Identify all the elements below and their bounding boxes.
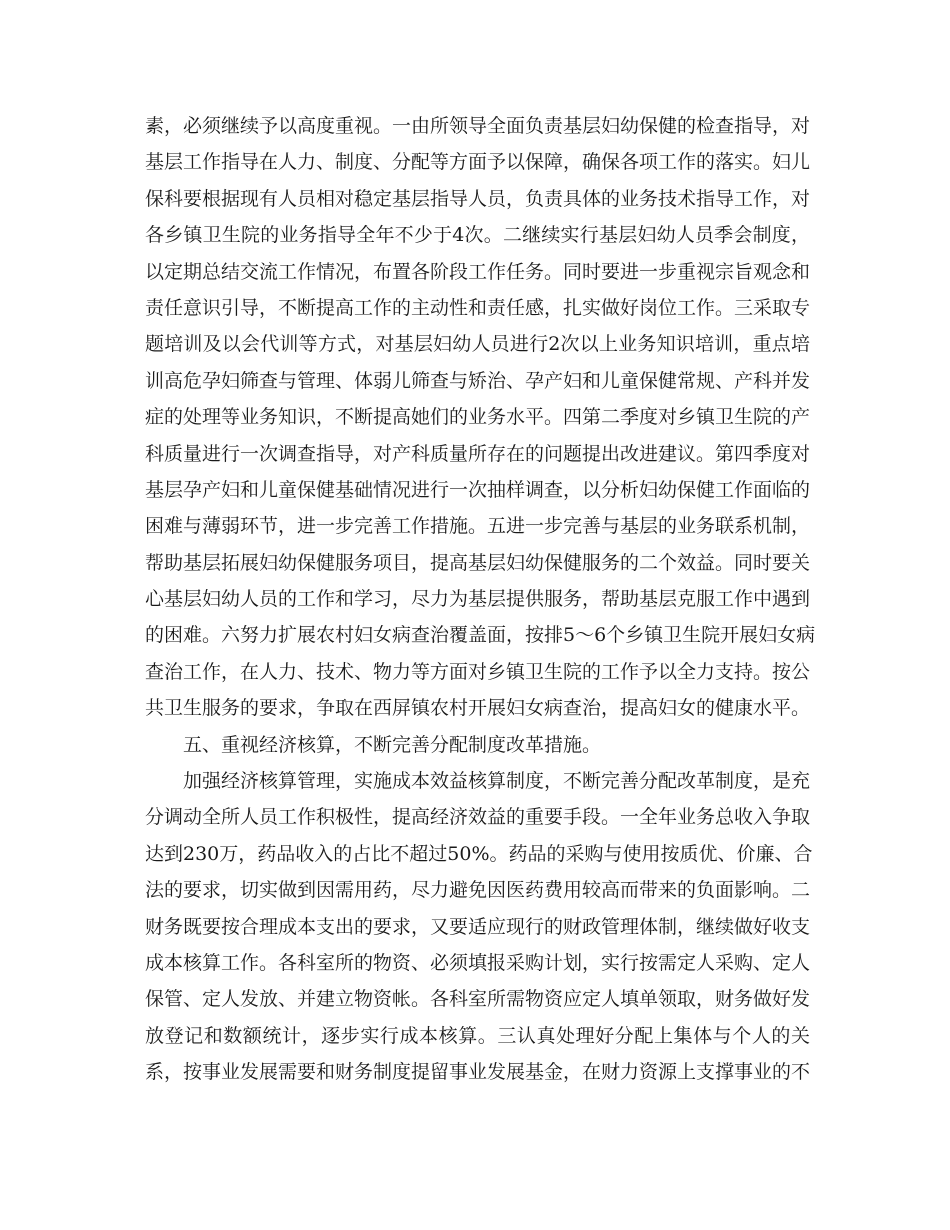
- text-line: 共卫生服务的要求，争取在西屏镇农村开展妇女病查治，提高妇女的健康水平。: [145, 697, 811, 720]
- text-line: 法的要求，切实做到因需用药，尽力避免因医药费用较高而带来的负面影响。二: [145, 879, 811, 902]
- text-line: 帮助基层拓展妇幼保健服务项目，提高基层妇幼保健服务的二个效益。同时要关: [145, 551, 811, 574]
- text-line: 心基层妇幼人员的工作和学习，尽力为基层提供服务，帮助基层克服工作中遇到: [145, 588, 811, 611]
- text-line: 财务既要按合理成本支出的要求，又要适应现行的财政管理体制，继续做好收支: [145, 915, 811, 938]
- text-line: 题培训及以会代训等方式，对基层妇幼人员进行2次以上业务知识培训，重点培: [145, 333, 810, 356]
- text-line: 各乡镇卫生院的业务指导全年不少于4次。二继续实行基层妇幼人员季会制度，: [145, 224, 810, 247]
- text-line: 的困难。六努力扩展农村妇女病查治覆盖面，按排5～6个乡镇卫生院开展妇女病: [145, 624, 816, 647]
- text-line: 查治工作，在人力、技术、物力等方面对乡镇卫生院的工作予以全力支持。按公: [145, 660, 811, 683]
- text-line: 五、重视经济核算，不断完善分配制度改革措施。: [183, 733, 602, 756]
- text-line: 系，按事业发展需要和财务制度提留事业发展基金，在财力资源上支撑事业的不: [145, 1061, 811, 1084]
- text-line: 加强经济核算管理，实施成本效益核算制度，不断完善分配改革制度，是充: [183, 770, 811, 793]
- text-line: 症的处理等业务知识，不断提高她们的业务水平。四第二季度对乡镇卫生院的产: [145, 406, 811, 429]
- text-line: 科质量进行一次调查指导，对产科质量所存在的问题提出改进建议。第四季度对: [145, 442, 811, 465]
- text-line: 训高危孕妇筛查与管理、体弱儿筛查与矫治、孕产妇和儿童保健常规、产科并发: [145, 369, 811, 392]
- text-line: 成本核算工作。各科室所的物资、必须填报采购计划，实行按需定人采购、定人: [145, 951, 811, 974]
- text-line: 基层工作指导在人力、制度、分配等方面予以保障，确保各项工作的落实。妇儿: [145, 151, 811, 174]
- text-line: 保管、定人发放、并建立物资帐。各科室所需物资应定人填单领取，财务做好发: [145, 988, 811, 1011]
- text-line: 分调动全所人员工作积极性，提高经济效益的重要手段。一全年业务总收入争取: [145, 806, 811, 829]
- text-line: 困难与薄弱环节，进一步完善工作措施。五进一步完善与基层的业务联系机制，: [145, 515, 811, 538]
- text-line: 保科要根据现有人员相对稳定基层指导人员，负责具体的业务技术指导工作，对: [145, 187, 811, 210]
- text-line: 素，必须继续予以高度重视。一由所领导全面负责基层妇幼保健的检查指导，对: [145, 115, 811, 137]
- body-text: [145, 108, 816, 1091]
- text-line: 基层孕产妇和儿童保健基础情况进行一次抽样调查，以分析妇幼保健工作面临的: [145, 478, 811, 501]
- text-line: 以定期总结交流工作情况，布置各阶段工作任务。同时要进一步重视宗旨观念和: [145, 260, 811, 283]
- text-line: 责任意识引导，不断提高工作的主动性和责任感，扎实做好岗位工作。三采取专: [145, 296, 811, 319]
- text-line: 达到230万，药品收入的占比不超过50%。药品的采购与使用按质优、价廉、合: [145, 842, 813, 865]
- text-line: 放登记和数额统计，逐步实行成本核算。三认真处理好分配上集体与个人的关: [145, 1024, 810, 1047]
